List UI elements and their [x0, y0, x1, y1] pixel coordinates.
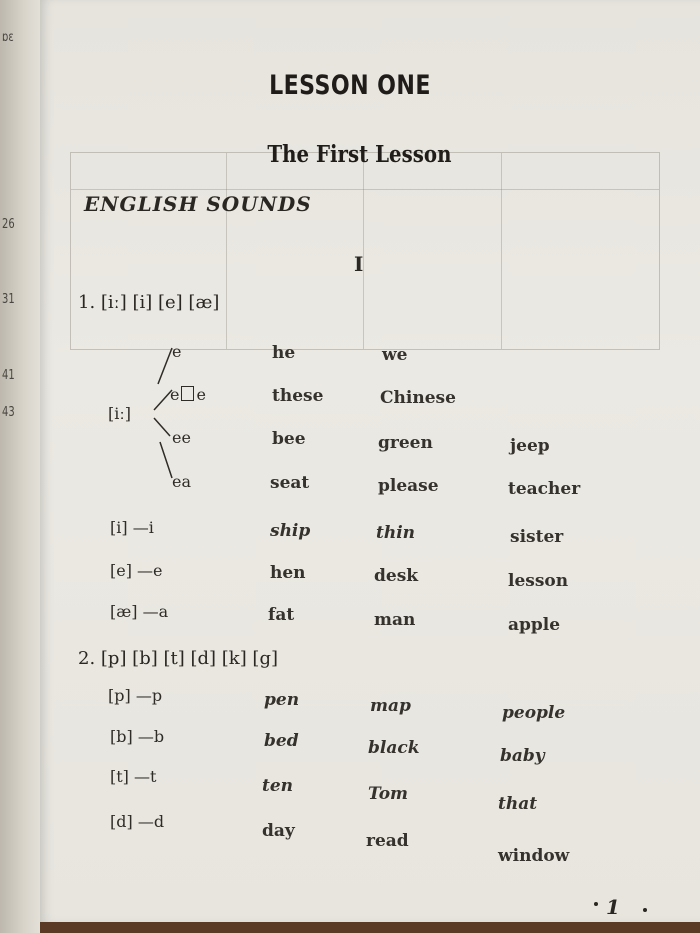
example-word: day — [262, 821, 295, 841]
lesson-title: LESSON ONE — [269, 70, 431, 101]
example-word: he — [272, 343, 296, 363]
example-word: these — [272, 386, 324, 406]
example-word: we — [382, 345, 408, 365]
ii-sound-label: [iː] — [108, 404, 131, 423]
example-word: people — [502, 703, 566, 723]
sound-label: [d] —d — [110, 812, 165, 831]
example-word: baby — [500, 746, 545, 766]
example-word: man — [374, 610, 416, 630]
example-word: please — [378, 476, 439, 496]
example-word: green — [378, 433, 433, 453]
example-word: hen — [270, 563, 306, 583]
sound-label: [æ] —a — [110, 602, 169, 621]
section-heading: ENGLISH SOUNDS — [84, 192, 312, 216]
group1-heading: 1. [iː] [i] [e] [æ] — [78, 292, 220, 313]
example-word: pen — [264, 690, 300, 710]
spine-number: 26 — [2, 217, 15, 232]
group2-heading: 2. [p] [b] [t] [d] [k] [g] — [78, 648, 279, 669]
sound-label: [p] —p — [108, 686, 163, 705]
book-spine-edge — [0, 0, 41, 933]
sound-label: [b] —b — [110, 727, 165, 746]
example-word: Chinese — [380, 388, 456, 408]
example-word: map — [370, 696, 411, 716]
spelling-ea: ea — [172, 472, 192, 491]
sound-label: [t] —t — [110, 767, 157, 786]
page-number: 1 — [606, 895, 620, 919]
example-word: that — [498, 794, 538, 814]
ornament-dot — [594, 902, 598, 906]
example-word: fat — [268, 605, 295, 625]
sound-label: [i] —i — [110, 518, 154, 537]
example-word: black — [368, 738, 420, 758]
bleed-through-table — [70, 152, 660, 350]
example-word: thin — [376, 523, 416, 543]
example-word: ten — [262, 776, 294, 796]
example-word: read — [366, 831, 409, 851]
spine-fragment: ɒɛ — [2, 30, 14, 45]
consonant-box — [181, 386, 194, 401]
spine-number: 41 — [2, 368, 15, 383]
spine-number: 31 — [2, 292, 15, 307]
example-word: window — [498, 846, 570, 866]
sound-label: [e] —e — [110, 561, 163, 580]
example-word: bee — [272, 429, 306, 449]
spelling-ee: ee — [172, 428, 191, 447]
example-word: ship — [270, 521, 311, 541]
example-word: teacher — [508, 479, 581, 499]
example-word: desk — [374, 566, 419, 586]
desk-surface — [40, 922, 700, 933]
example-word: apple — [508, 615, 561, 635]
example-word: jeep — [510, 436, 550, 456]
example-word: lesson — [508, 571, 569, 591]
spelling-e: e — [172, 342, 182, 361]
part-numeral: I — [354, 252, 364, 276]
lesson-subtitle: The First Lesson — [267, 141, 452, 168]
example-word: sister — [510, 527, 564, 547]
spine-number: 43 — [2, 405, 15, 420]
ornament-dot — [643, 908, 647, 912]
example-word: seat — [270, 473, 310, 493]
example-word: bed — [264, 731, 299, 751]
example-word: Tom — [368, 784, 409, 804]
spelling-e-consonant-e: e e — [170, 385, 206, 404]
